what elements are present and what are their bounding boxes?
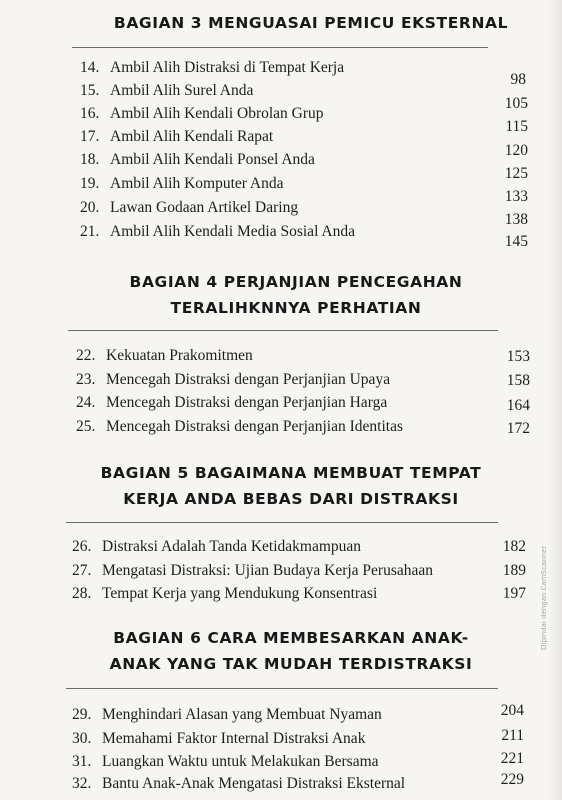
entry-title: Bantu Anak-Anak Mengatasi Distraksi Eksternal [102, 775, 406, 792]
section-bagian-4 [0, 269, 562, 321]
entry-number: 26. [72, 538, 92, 555]
entry-title: Memahami Faktor Internal Distraksi Anak [102, 730, 366, 747]
entry-number: 20. [80, 199, 100, 216]
section-bagian-3 [0, 10, 562, 36]
toc-entry [80, 57, 530, 79]
entry-page: 125 [504, 165, 528, 182]
entry-title: Mencegah Distraksi dengan Perjanjian Harga [106, 394, 388, 411]
entry-number: 16. [80, 105, 100, 122]
toc-entry [72, 583, 522, 605]
entry-title: Mencegah Distraksi dengan Perjanjian Identitas [106, 418, 403, 435]
entry-title: Distraksi Adalah Tanda Ketidakmampuan [102, 538, 362, 555]
entry-title: Mencegah Distraksi dengan Perjanjian Upaya [106, 371, 391, 388]
entry-title: Ambil Alih Kendali Media Sosial Anda [110, 223, 355, 240]
entry-page: 197 [502, 585, 526, 602]
section-title-line: KERJA ANDA BEBAS DARI DISTRAKSI [123, 490, 459, 508]
section-title-line: ANAK YANG TAK MUDAH TERDISTRAKSI [109, 655, 473, 673]
section-title [0, 460, 562, 512]
section-divider [72, 47, 488, 48]
entry-page: 153 [506, 348, 530, 365]
entry-page: 211 [501, 727, 524, 744]
entry-page: 189 [502, 562, 526, 579]
entry-title: Ambil Alih Kendali Ponsel Anda [110, 151, 315, 168]
entry-number: 30. [72, 730, 92, 747]
entry-page: 138 [504, 211, 528, 228]
entry-page: 221 [500, 750, 524, 767]
section-title-line: BAGIAN 5 BAGAIMANA MEMBUAT TEMPAT [100, 464, 482, 482]
section-title-line: BAGIAN 3 MENGUASAI PEMICU EKSTERNAL [113, 14, 509, 32]
section-title [0, 269, 562, 321]
entry-page: 98 [510, 71, 526, 88]
entry-number: 14. [80, 59, 100, 76]
entry-page: 229 [500, 771, 524, 788]
entry-number: 29. [72, 706, 92, 723]
toc-entry [80, 149, 530, 171]
entry-number: 23. [76, 371, 96, 388]
entry-page: 204 [500, 702, 524, 719]
entry-number: 25. [76, 418, 96, 435]
entry-number: 21. [80, 223, 100, 240]
entry-number: 22. [76, 347, 96, 364]
entry-title: Luangkan Waktu untuk Melakukan Bersama [102, 753, 379, 770]
entry-page: 164 [506, 397, 530, 414]
toc-entry [80, 197, 530, 219]
section-title-line: TERALIHKNNYA PERHATIAN [170, 299, 422, 317]
toc-entry [76, 369, 526, 391]
entry-page: 145 [504, 233, 528, 250]
entry-page: 120 [504, 142, 528, 159]
toc-entry [76, 416, 526, 438]
entry-page: 172 [506, 420, 530, 437]
entry-number: 28. [72, 585, 92, 602]
entry-title: Lawan Godaan Artikel Daring [110, 199, 299, 216]
entry-title: Ambil Alih Komputer Anda [110, 175, 284, 192]
section-title [0, 625, 562, 677]
entry-number: 15. [80, 82, 100, 99]
toc-entry [72, 704, 522, 726]
entry-title: Ambil Alih Surel Anda [110, 82, 254, 99]
toc-entry [72, 536, 522, 558]
toc-entry [80, 221, 530, 243]
section-divider [68, 330, 498, 331]
entry-number: 17. [80, 128, 100, 145]
toc-entry [76, 345, 526, 367]
entry-number: 19. [80, 175, 100, 192]
entry-title: Ambil Alih Kendali Rapat [110, 128, 274, 145]
toc-entry [80, 103, 530, 125]
section-title-line: BAGIAN 4 PERJANJIAN PENCEGAHAN [129, 273, 463, 291]
entry-title: Mengatasi Distraksi: Ujian Budaya Kerja Perusahaan [102, 562, 434, 579]
toc-entry [72, 751, 522, 773]
entry-title: Ambil Alih Distraksi di Tempat Kerja [110, 59, 345, 76]
entry-title: Kekuatan Prakomitmen [106, 347, 253, 364]
entry-number: 27. [72, 562, 92, 579]
toc-entry [72, 560, 522, 582]
entry-title: Tempat Kerja yang Mendukung Konsentrasi [102, 585, 378, 602]
section-title [0, 10, 562, 36]
entry-number: 32. [72, 775, 92, 792]
toc-entry [76, 392, 526, 414]
section-divider [66, 522, 498, 523]
entry-number: 24. [76, 394, 96, 411]
entry-page: 133 [504, 188, 528, 205]
entry-page: 182 [502, 538, 526, 555]
entry-title: Menghindari Alasan yang Membuat Nyaman [102, 706, 382, 723]
entry-page: 105 [504, 95, 528, 112]
section-divider [66, 688, 498, 689]
section-title-line: BAGIAN 6 CARA MEMBESARKAN ANAK- [113, 629, 469, 647]
section-bagian-6 [0, 625, 562, 677]
entry-page: 115 [505, 118, 528, 135]
toc-entry [72, 728, 522, 750]
scanner-watermark: Dipindai dengan CamScanner [540, 545, 548, 650]
scan-edge-shadow [548, 0, 562, 800]
toc-entry [72, 773, 522, 795]
entry-number: 31. [72, 753, 92, 770]
entry-page: 158 [506, 372, 530, 389]
section-bagian-5 [0, 460, 562, 512]
entry-title: Ambil Alih Kendali Obrolan Grup [110, 105, 324, 122]
entry-number: 18. [80, 151, 100, 168]
toc-entry [80, 80, 530, 102]
toc-entry [80, 126, 530, 148]
toc-entry [80, 173, 530, 195]
